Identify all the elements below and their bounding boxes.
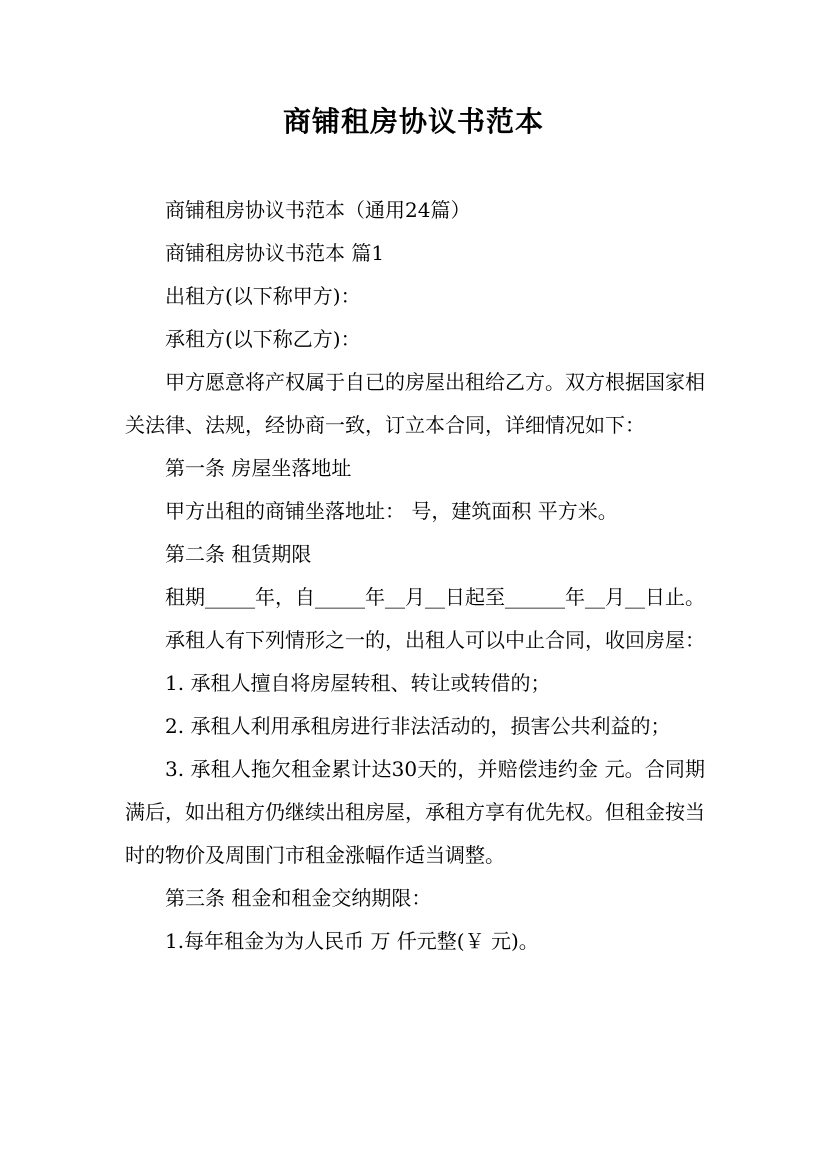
paragraph-condition-2: 2. 承租人利用承租房进行非法活动的，损害公共利益的； (165, 714, 671, 738)
paragraph-section-heading: 商铺租房协议书范本 篇1 (165, 241, 385, 265)
paragraph-condition-3: 3. 承租人拖欠租金累计达30天的，并赔偿违约金 元。合同期满后，如出租方仍继续出租房屋，承租方享有优先权。但租金按当时的物价及周围门市租金涨幅作适当调整。 (125, 757, 705, 867)
document-title: 商铺租房协议书范本 (282, 105, 544, 138)
paragraph-lease-term: 租期_____年，自_____年__月__日起至______年__月__日止。 (165, 585, 705, 609)
paragraph-lessor: 出租方(以下称甲方)： (165, 284, 361, 308)
paragraph-article-3-heading: 第三条 租金和租金交纳期限： (165, 886, 432, 910)
paragraph-address: 甲方出租的商铺坐落地址： 号，建筑面积 平方米。 (165, 499, 618, 523)
paragraph-lessee: 承租方(以下称乙方)： (165, 327, 361, 351)
document-body (125, 189, 705, 963)
paragraph-article-1-heading: 第一条 房屋坐落地址 (165, 456, 352, 480)
paragraph-annual-rent: 1.每年租金为为人民币 万 仟元整(￥ 元)。 (165, 929, 539, 953)
paragraph-condition-1: 1. 承租人擅自将房屋转租、转让或转借的； (165, 671, 551, 695)
paragraph-termination-conditions: 承租人有下列情形之一的，出租人可以中止合同，收回房屋： (165, 628, 705, 652)
paragraph-intro: 甲方愿意将产权属于自已的房屋出租给乙方。双方根据国家相关法律、法规，经协商一致，订立本合同，详细情况如下： (125, 370, 705, 437)
paragraph-subtitle: 商铺租房协议书范本（通用24篇） (165, 198, 471, 222)
paragraph-article-2-heading: 第二条 租赁期限 (165, 542, 312, 566)
